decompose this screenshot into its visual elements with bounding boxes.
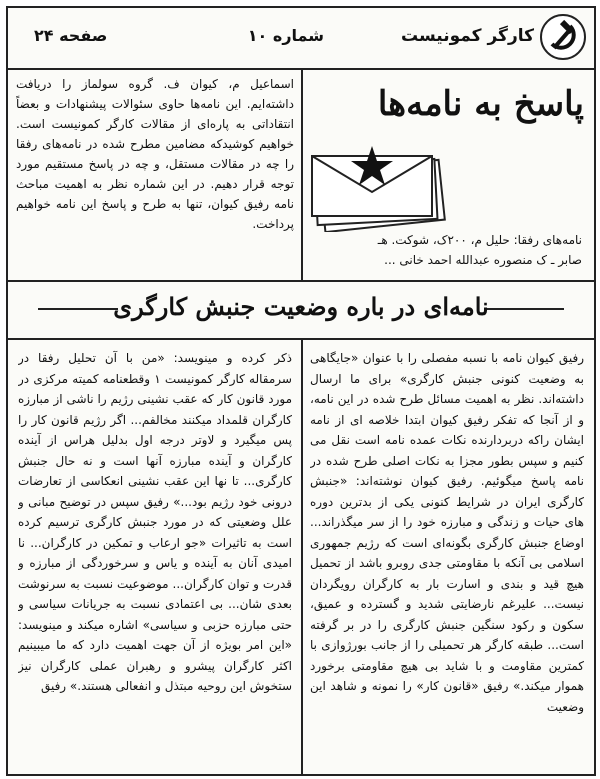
page-number: صفحه ۲۴ — [34, 26, 108, 45]
envelope-star-icon — [308, 142, 458, 232]
names-line-1: نامه‌های رفقا: حلیل م، ۲۰۰ک، شوکت. هـ — [377, 233, 582, 247]
reply-title: پاسخ به نامه‌ها — [377, 84, 584, 124]
newspaper-page — [6, 6, 596, 776]
article-column-right — [310, 348, 584, 768]
reply-names — [312, 230, 582, 270]
article-text-left: ذکر کرده و مینویسد: «من با آن تحلیل رفقا در سرمقاله کارگر کمونیست ۱ وقطعنامه کمیته مرکزی در مورد قانون کار که عقب نشینی رژیم را ناشی از مبارزه کارگران قلمداد میکنند مخالفم... اگر رژیم قانون کار را پس میگیرد و لاوتر درجه اول بدلیل هراس از آینده کارگران و آینده مبارزه آنها است و نه حال جنبش کارگری... تا نها این عقب نشینی انعکاسی از تعارضات درونی خود رژیم بود...» رفیق سپس در توضیح مبانی و علل وضعیتی که در مورد جنبش کارگری ترسیم کرده است به تاثیرات «جو ارعاب و تمکین در کارگران... نا امیدی آنان به آینده و یاس و سرخوردگی از مبارزه و قدرت و توان کارگران... موضوعیت نسبت به سرنوشت بعدی شان... بی اعتمادی نسبت به جریانات سیاسی و حتی مبارزه حزبی و سیاسی» اشاره میکند و مینویسد: «این امر بویژه از آن جهت اهمیت دارد که ما میبینیم اکثر کارگران پیشرو و رهبران عملی کارگران نیز ستخوش این روحیه مبتذل و انفعالی هستند.» رفیق — [18, 351, 292, 693]
names-line-2: صابر ـ ک منصوره عبدالله احمد خانی ... — [384, 253, 582, 267]
reply-body: اسماعیل م، کیوان ف. گروه سولماز را دریافت داشته‌ایم. این نامه‌ها حاوی سئوالات پیشنهادات و بعضاً انتقاداتی به پاره‌ای از مقالات کارگر کمونیست است. خواهیم کوشیدکه مضامین مطرح شده در نامه‌های رفقا را چه در مقالات مستقل، و چه در پاسخ مستقیم مورد توجه قرار دهیم. در این شماره نظر به اهمیت مباحث نامه رفیق کیوان، تنها به طرح و پاسخ این نامه خواهیم پرداخت. — [16, 77, 294, 231]
column-divider — [301, 70, 303, 280]
page-header — [8, 8, 594, 70]
article-headline: نامه‌ای در باره وضعیت جنبش کارگری — [113, 292, 489, 321]
article-column-left — [18, 348, 292, 768]
reply-section — [8, 70, 594, 282]
article-column-divider — [301, 340, 303, 774]
article-headline-bar — [8, 282, 594, 340]
article-text-right: رفیق کیوان نامه‌ با نسبه مفصلی را با عنوان «جایگاهی به وضعیت کنونی جنبش کارگری» برای ما ارسال داشته‌اند. نظر به اهمیت مسائل طرح شده در این نامه، و از آنجا که تفکر رفیق کیوان ابتدا خلاصه ای از نامه ایشان راکه دربردارنده نکات عمده نامه است نقل می کنیم و سپس بطور مجزا به نکات اصلی طرح شده در نامه پاسخ میگوئیم. رفیق کیوان نوشته‌اند: «جنبش کارگری ایران در شرایط کنونی یکی از بدترین دوره های حیات و زندگی و مبارزه خود را از سر میگذراند... اوضاع جنبش کارگری بگونه‌ای است که رژیم جمهوری اسلامی بی آنکه با مقاومتی جدی روبرو باشد از تحمیل هیچ قید و بندی و اسارت بار به کارگران رویگردان نیست... علیرغم نارضایتی شدید و گسترده و عمیق، سکون و رکود سنگین جنبش کارگری را در بر گرفته است... طبقه کارگر هر تحمیلی را از جانب بورژوازی با کمترین مقاومت و با شاید بی هیچ مقاومتی برخورد هموار میکند.» رفیق «قانون کار» را نمونه و شاهد این وضعیت — [310, 351, 584, 714]
issue-number: شماره ۱۰ — [247, 26, 324, 45]
article-body — [8, 340, 594, 774]
publication-name: کارگر کمونیست — [401, 26, 534, 46]
hammer-sickle-icon — [540, 14, 586, 60]
